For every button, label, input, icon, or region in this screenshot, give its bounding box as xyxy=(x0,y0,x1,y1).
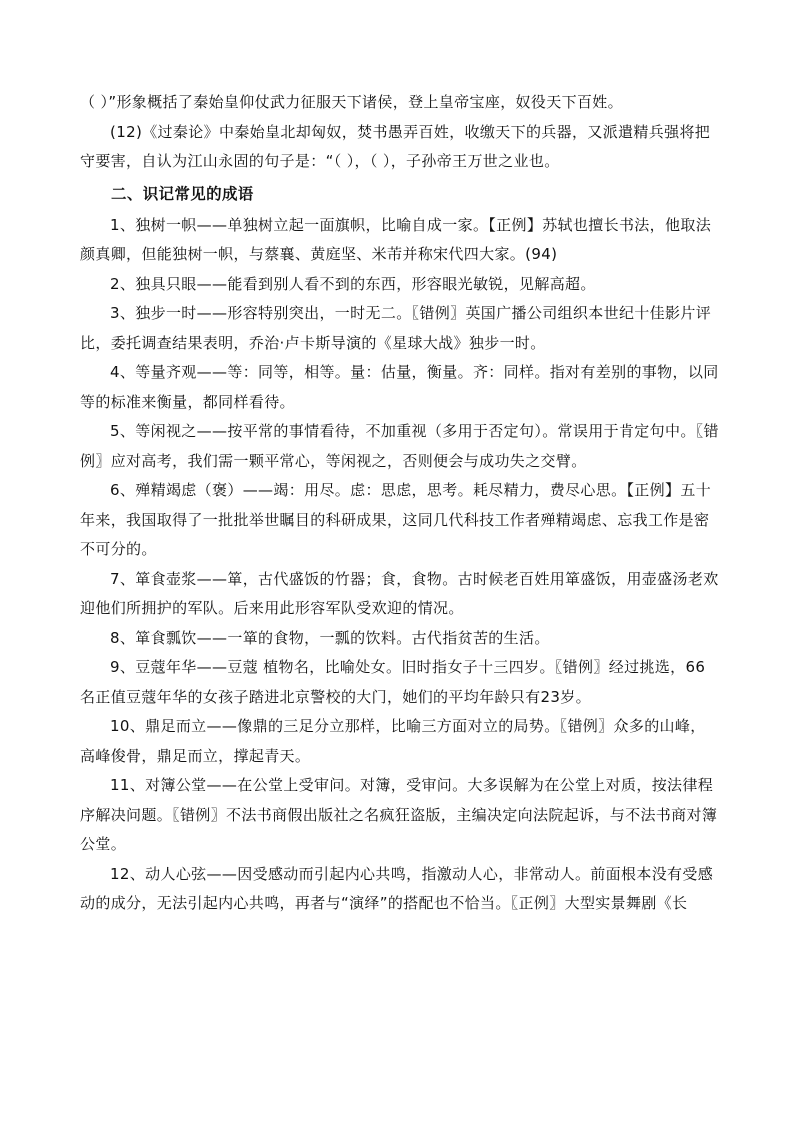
idiom-entry-4: 4、等量齐观——等：同等，相等。量：估量，衡量。齐：同样。指对有差别的事物，以同等的标准来衡量，都同样看待。 xyxy=(80,363,719,411)
idiom-entry-3: 3、独步一时——形容特别突出，一时无二。〖错例〗英国广播公司组织本世纪十佳影片评比，委托调查结果表明，乔治·卢卡斯导演的《星球大战》独步一时。 xyxy=(80,304,712,352)
idiom-entry-8: 8、箪食瓢饮——一箪的食物，一瓢的饮料。古代指贫苦的生活。 xyxy=(110,628,550,647)
section-heading: 二、识记常见的成语 xyxy=(111,184,254,203)
paragraph-question-12: (12)《过秦论》中秦始皇北却匈奴，焚书愚弄百姓，收缴天下的兵器，又派遣精兵强将把守要害，自认为江山永固的句子是：“（ ），（ ），子孙帝王万世之业也。 xyxy=(80,122,711,170)
idiom-entry-10: 10、鼎足而立——像鼎的三足分立那样，比喻三方面对立的局势。〖错例〗众多的山峰，高峰俊骨，鼎足而立，撑起青天。 xyxy=(80,717,706,765)
paragraph-continued-quote: （ ）”形象概括了秦始皇仰仗武力征服天下诸侯，登上皇帝宝座，奴役天下百姓。 xyxy=(80,93,623,111)
idiom-entry-7: 7、箪食壶浆——箪，古代盛饭的竹器；食，食物。古时候老百姓用箪盛饭，用壶盛汤老欢迎他们所拥护的军队。后来用此形容军队受欢迎的情况。 xyxy=(80,569,719,617)
document-body xyxy=(80,88,720,919)
idiom-entry-1: 1、独树一帜——单独树立起一面旗帜，比喻自成一家。【正例】苏轼也擅长书法，他取法颜真卿，但能独树一帜，与蔡襄、黄庭坚、米芾并称宋代四大家。(94) xyxy=(80,215,712,263)
idiom-entry-2: 2、独具只眼——能看到别人看不到的东西，形容眼光敏锐，见解高超。 xyxy=(110,274,596,293)
idiom-entry-11: 11、对簿公堂——在公堂上受审问。对簿，受审问。大多误解为在公堂上对质，按法律程序解决问题。〖错例〗不法书商假出版社之名疯狂盗版，主编决定向法院起诉，与不法书商对簿公堂。 xyxy=(80,776,718,853)
idiom-entry-5: 5、等闲视之——按平常的事情看待，不加重视（多用于否定句）。常误用于肯定句中。〖错例〗应对高考，我们需一颗平常心，等闲视之，否则便会与成功失之交臂。 xyxy=(80,422,719,470)
idiom-entry-9: 9、豆蔻年华——豆蔻 植物名，比喻处女。旧时指女子十三四岁。〖错例〗经过挑选，66名正值豆蔻年华的女孩子踏进北京警校的大门，她们的平均年龄只有23岁。 xyxy=(80,658,706,706)
idiom-entry-6: 6、殚精竭虑（褒）——竭：用尽。虑：思虑，思考。耗尽精力，费尽心思。【正例】五十年来，我国取得了一批批举世瞩目的科研成果，这同几代科技工作者殚精竭虑、忘我工作是密不可分的。 xyxy=(80,481,712,558)
idiom-entry-12: 12、动人心弦——因受感动而引起内心共鸣，指激动人心，非常动人。前面根本没有受感动的成分，无法引起内心共鸣，再者与“演绎”的搭配也不恰当。〖正例〗大型实景舞剧《长 xyxy=(80,864,714,912)
